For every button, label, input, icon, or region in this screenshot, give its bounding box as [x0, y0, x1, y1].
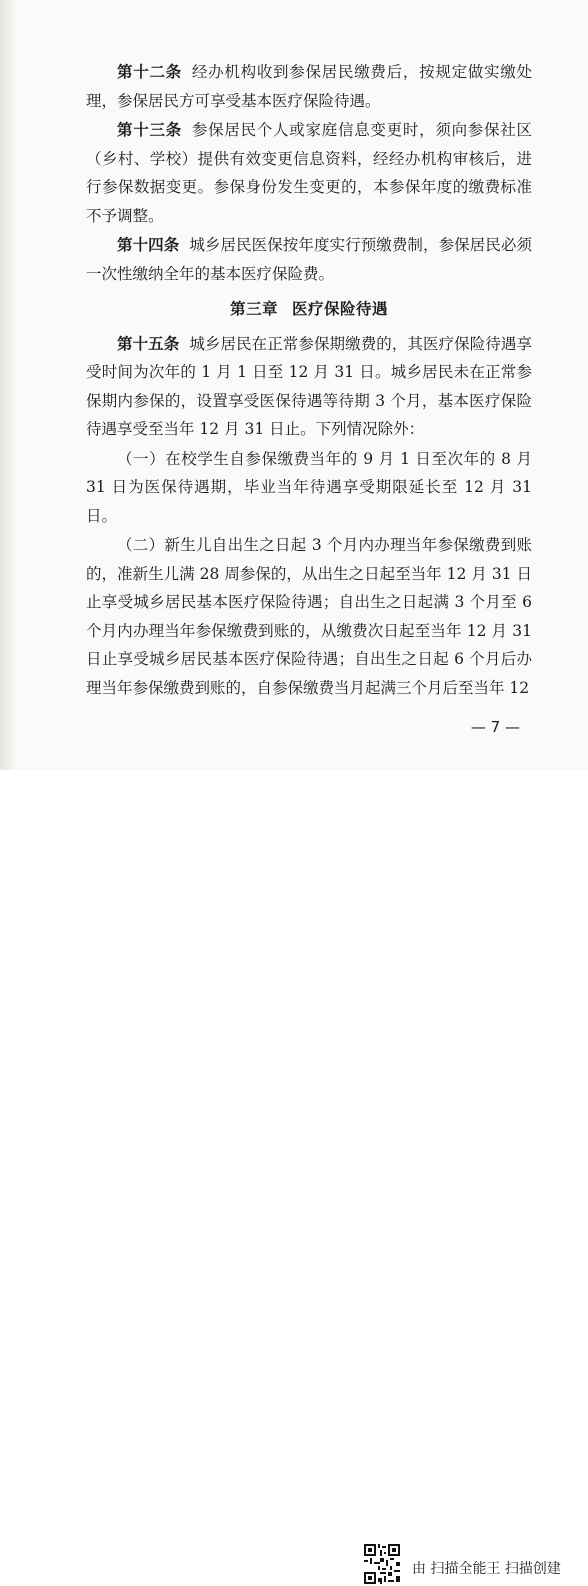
article-text: 参保居民个人或家庭信息变更时，须向参保社区（乡村、学校）提供有效变更信息资料，经经办机构审核后，进行参保数据变更。参保身份发生变更的，本参保年度的缴费标准不予调整。	[86, 121, 532, 225]
article-number: 第十二条	[117, 62, 182, 81]
document-body	[86, 58, 532, 702]
article-text: 城乡居民医保按年度实行预缴费制，参保居民必须一次性缴纳全年的基本医疗保险费。	[86, 236, 532, 283]
chapter-number: 第三章	[229, 299, 278, 318]
article-14	[86, 231, 532, 288]
article-number: 第十五条	[117, 333, 180, 353]
scanner-footer	[0, 770, 588, 1577]
article-number: 第十三条	[117, 120, 182, 139]
scanner-watermark: 由 扫描全能王 扫描创建	[412, 1561, 561, 1577]
page-shadow	[0, 0, 18, 770]
article-number: 第十四条	[117, 235, 180, 254]
article-12	[86, 58, 532, 115]
list-item-1: （一）在校学生自参保缴费当年的 9 月 1 日至次年的 8 月 31 日为医保待遇期，毕业当年待遇享受期限延长至 12 月 31 日。	[86, 449, 532, 525]
article-15	[86, 330, 532, 444]
qr-code-icon	[362, 1542, 402, 1586]
chapter-heading	[86, 295, 532, 324]
list-item-2: （二）新生儿自出生之日起 3 个月内办理当年参保缴费到账的，准新生儿满 28 周参保的，从出生之日起至当年 12 月 31 日止享受城乡居民基本医疗保险待遇；自出生之日起满 3 个月至 6 个月内办理当年参保缴费到账的，从缴费次日起至当年 12 月 31 日止享受城乡居民基本医疗保险待遇；自出生之日起 6 个月后办理当年参保缴费到账的，自参保缴费当月起满三个月后至当年 12	[86, 536, 532, 697]
article-text: 经办机构收到参保居民缴费后，按规定做实缴处理，参保居民方可享受基本医疗保险待遇。	[86, 63, 532, 110]
page-number: — 7 —	[470, 718, 520, 736]
article-text: 城乡居民在正常参保期缴费的，其医疗保险待遇享受时间为次年的 1 月 1 日至 12 月 31 日。城乡居民未在正常参保期内参保的，设置享受医保待遇等待期 3 个月，基本医疗保险待遇享受至当年 12 月 31 日止。下列情况除外：	[86, 334, 532, 438]
chapter-title: 医疗保险待遇	[292, 299, 389, 318]
article-13	[86, 116, 532, 230]
